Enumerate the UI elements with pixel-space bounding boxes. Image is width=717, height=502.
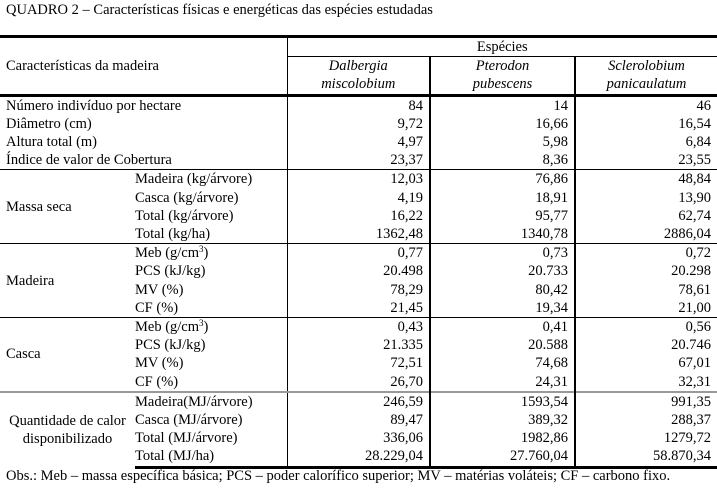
- cell-value: 24,31: [430, 373, 575, 392]
- cell-value: 78,61: [575, 281, 717, 299]
- group-label-massa-seca: Massa seca: [0, 170, 135, 244]
- cell-value: 95,77: [430, 207, 575, 225]
- group-label-quantidade-calor: Quantidade de calor disponibilizado: [0, 392, 135, 467]
- cell-value: 23,37: [287, 151, 430, 170]
- table-row: [0, 95, 717, 115]
- row-label: Total (kg/árvore): [135, 207, 234, 224]
- cell-value: 21,00: [575, 299, 717, 318]
- row-label: Total (kg/ha): [135, 226, 211, 243]
- cell-value: 0,41: [430, 318, 575, 337]
- cell-value: 16,66: [430, 115, 575, 133]
- row-header-label: Características da madeira: [0, 37, 287, 96]
- cell-value: 58.870,34: [575, 447, 717, 467]
- row-label: PCS (kJ/kg): [135, 263, 206, 280]
- row-label: Madeira(MJ/árvore): [135, 392, 287, 411]
- cell-value: 28.229,04: [287, 447, 430, 467]
- cell-value: 0,72: [575, 244, 717, 263]
- group-label-casca: Casca: [0, 318, 135, 392]
- cell-value: 19,34: [430, 299, 575, 318]
- row-label: Índice de valor de Cobertura: [6, 152, 172, 169]
- table-caption: QUADRO 2 – Características físicas e energéticas das espécies estudadas: [6, 2, 433, 18]
- cell-value: 13,90: [575, 189, 717, 207]
- cell-value: 21.335: [287, 336, 430, 354]
- cell-value: 18,91: [430, 189, 575, 207]
- cell-value: 78,29: [287, 281, 430, 299]
- row-label: Casca (kg/árvore): [135, 189, 239, 206]
- header-row-1: [0, 37, 717, 57]
- cell-value: 1593,54: [430, 392, 575, 411]
- cell-value: 288,37: [575, 411, 717, 429]
- row-label: CF (%): [135, 299, 179, 316]
- cell-value: 84: [287, 95, 430, 115]
- cell-value: 0,73: [430, 244, 575, 263]
- cell-value: 0,56: [575, 318, 717, 337]
- cell-value: 20.733: [430, 262, 575, 280]
- table-row: [0, 318, 717, 337]
- row-label: PCS (kJ/kg): [135, 337, 206, 354]
- characteristics-table: [0, 35, 717, 469]
- row-label: Meb $(g/cm^3)$: [135, 318, 287, 337]
- cell-value: 21,45: [287, 299, 430, 318]
- cell-value: 20.498: [287, 262, 430, 280]
- group-label-madeira: Madeira: [0, 244, 135, 318]
- row-label: Total (MJ/ha): [135, 447, 287, 467]
- cell-value: 80,42: [430, 281, 575, 299]
- cell-value: 14: [430, 95, 575, 115]
- cell-value: 4,19: [287, 189, 430, 207]
- cell-value: 246,59: [287, 392, 430, 411]
- row-label: Meb $(g/cm^3)$: [135, 244, 287, 263]
- cell-value: 2886,04: [575, 225, 717, 244]
- species-group-header: Espécies: [287, 37, 717, 57]
- cell-value: 32,31: [575, 373, 717, 392]
- cell-value: 5,98: [430, 133, 575, 151]
- cell-value: 0,77: [287, 244, 430, 263]
- table-row: [0, 115, 717, 133]
- cell-value: 76,86: [430, 170, 575, 189]
- cell-value: 20.746: [575, 336, 717, 354]
- row-label: Número indivíduo por hectare: [6, 97, 182, 114]
- table-row: [0, 170, 717, 189]
- row-label: Altura total (m): [6, 134, 98, 151]
- cell-value: 62,74: [575, 207, 717, 225]
- row-label: Madeira (kg/árvore): [135, 170, 287, 189]
- cell-value: 67,01: [575, 354, 717, 372]
- cell-value: 991,35: [575, 392, 717, 411]
- cell-value: 9,72: [287, 115, 430, 133]
- cell-value: 1279,72: [575, 429, 717, 447]
- cell-value: 16,54: [575, 115, 717, 133]
- species-header-1: Dalbergia miscolobium: [287, 57, 430, 95]
- cell-value: 20.588: [430, 336, 575, 354]
- species-header-2: Pterodon pubescens: [430, 57, 575, 95]
- cell-value: 12,03: [287, 170, 430, 189]
- cell-value: 26,70: [287, 373, 430, 392]
- table-row: [0, 244, 717, 263]
- cell-value: 16,22: [287, 207, 430, 225]
- cell-value: 1340,78: [430, 225, 575, 244]
- cell-value: 389,32: [430, 411, 575, 429]
- row-label: CF (%): [135, 373, 179, 390]
- row-label: MV (%): [135, 281, 184, 298]
- cell-value: 0,43: [287, 318, 430, 337]
- cell-value: 20.298: [575, 262, 717, 280]
- row-label: Diâmetro (cm): [6, 115, 92, 132]
- row-label: Total (MJ/árvore): [135, 430, 238, 447]
- table-row: [0, 133, 717, 151]
- cell-value: 89,47: [287, 411, 430, 429]
- cell-value: 27.760,04: [430, 447, 575, 467]
- cell-value: 4,97: [287, 133, 430, 151]
- table-note: Obs.: Meb – massa específica básica; PCS – poder calorífico superior; MV – matérias voláteis; CF – carbono fixo.: [6, 468, 671, 484]
- table-row: [0, 151, 717, 170]
- cell-value: 48,84: [575, 170, 717, 189]
- cell-value: 46: [575, 95, 717, 115]
- species-header-3: Sclerolobium panicaulatum: [575, 57, 717, 95]
- cell-value: 336,06: [287, 429, 430, 447]
- cell-value: 8,36: [430, 151, 575, 170]
- cell-value: 72,51: [287, 354, 430, 372]
- cell-value: 23,55: [575, 151, 717, 170]
- row-label: Casca (MJ/árvore): [135, 412, 243, 429]
- row-label: MV (%): [135, 355, 184, 372]
- cell-value: 1982,86: [430, 429, 575, 447]
- cell-value: 1362,48: [287, 225, 430, 244]
- table-row: [0, 392, 717, 411]
- cell-value: 74,68: [430, 354, 575, 372]
- cell-value: 6,84: [575, 133, 717, 151]
